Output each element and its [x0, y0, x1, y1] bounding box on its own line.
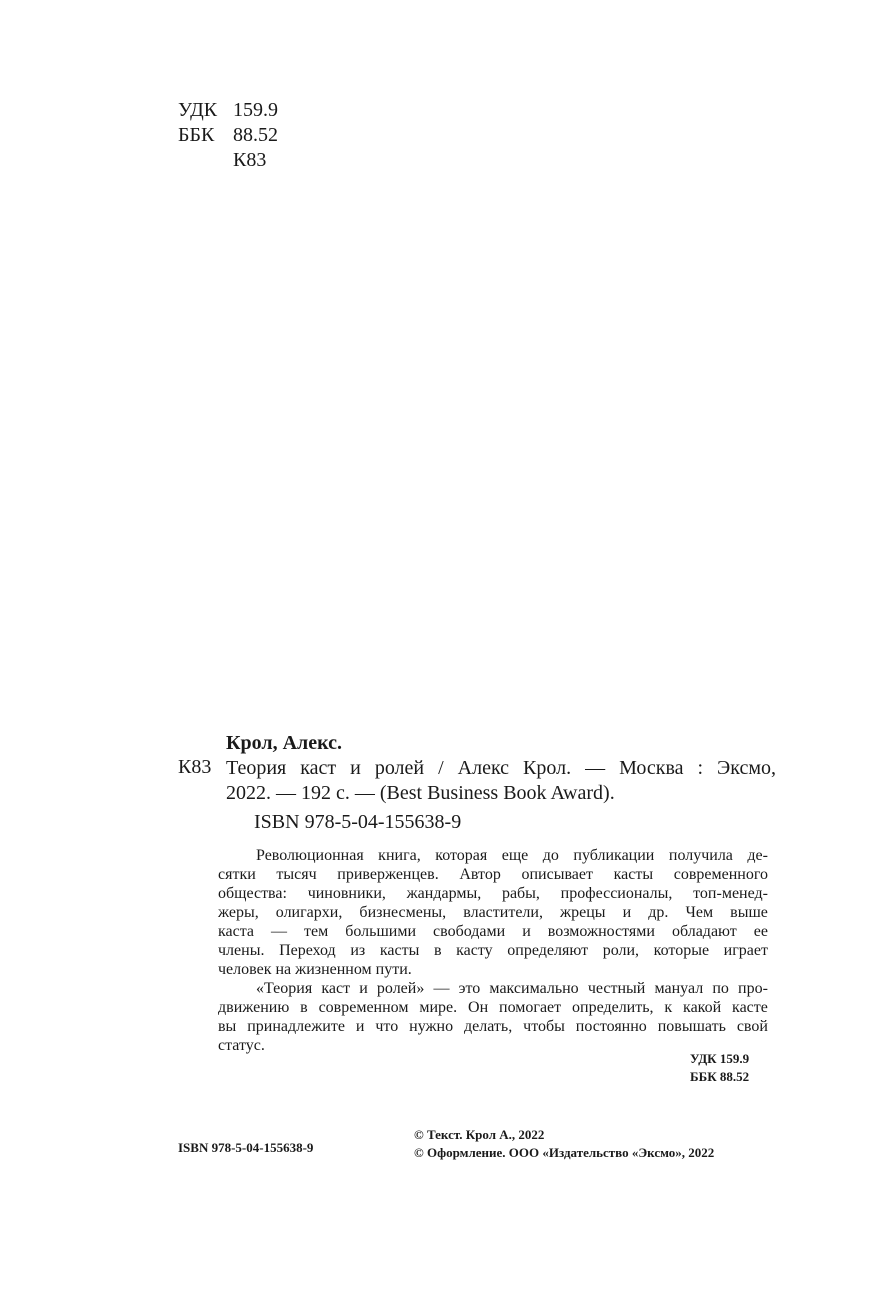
- annotation-word: олигархи,: [275, 904, 343, 921]
- annotation-word: и: [355, 1018, 365, 1035]
- annotation-word: др.: [648, 904, 669, 921]
- annotation-line: статус.: [218, 1037, 265, 1054]
- udk-label: УДК: [178, 99, 218, 121]
- annotation-word: и: [522, 923, 531, 940]
- annotation-word: мире.: [419, 999, 458, 1016]
- copyright-block: [414, 1126, 714, 1162]
- annotation-word: про-: [738, 980, 768, 997]
- annotation-word: касты: [613, 866, 654, 883]
- entry-title-line: [226, 756, 776, 781]
- annotation-word: каста: [218, 923, 255, 940]
- annotation-line: [218, 884, 768, 903]
- annotation-line: человек на жизненном пути.: [218, 961, 412, 978]
- annotation-word: это: [458, 980, 481, 997]
- annotation-word: честный: [587, 980, 646, 997]
- annotation-word: которая: [435, 847, 488, 864]
- classification-codes-top: [178, 98, 278, 173]
- annotation-word: помогает: [499, 999, 562, 1016]
- bibliographic-entry: [226, 756, 776, 806]
- annotation-word: принадлежите: [247, 1018, 345, 1035]
- annotation-word: жандармы,: [406, 885, 482, 902]
- annotation-word: рабы,: [501, 885, 540, 902]
- bbk-value: 88.52: [233, 124, 278, 146]
- annotation-word: выше: [730, 904, 768, 921]
- annotation-word: повышать: [657, 1018, 726, 1035]
- annotation-word: Он: [468, 999, 489, 1016]
- annotation-word: «Теория: [256, 980, 313, 997]
- copyright-text: © Текст. Крол А., 2022: [414, 1127, 545, 1142]
- isbn-entry: ISBN 978-5-04-155638-9: [254, 811, 462, 833]
- annotation-word: до: [542, 847, 559, 864]
- annotation-word: члены.: [218, 942, 265, 959]
- annotation-word: —: [433, 980, 450, 997]
- annotation-word: касте: [732, 999, 768, 1016]
- annotation-line: [218, 846, 768, 865]
- cutter-code: К83: [233, 149, 267, 171]
- bbk-label: ББК: [178, 124, 215, 146]
- annotation-line: [218, 941, 768, 960]
- annotation-word: тысяч: [276, 866, 317, 883]
- entry-title-word: Крол.: [523, 757, 572, 779]
- annotation-word: определяют: [507, 942, 589, 959]
- annotation-word: топ-менед-: [693, 885, 768, 902]
- annotation-word: какой: [683, 999, 722, 1016]
- annotation: [218, 846, 768, 1055]
- annotation-word: в: [433, 942, 442, 959]
- annotation-word: бизнесмены,: [359, 904, 447, 921]
- annotation-word: ролей»: [376, 980, 425, 997]
- annotation-word: играет: [723, 942, 768, 959]
- annotation-word: современном: [318, 999, 409, 1016]
- entry-cutter-code: К83: [178, 756, 212, 778]
- annotation-word: де-: [747, 847, 768, 864]
- annotation-word: возможностями: [547, 923, 655, 940]
- annotation-line: [218, 979, 768, 998]
- entry-title-word: Алекс: [457, 757, 510, 779]
- annotation-word: движению: [218, 999, 290, 1016]
- annotation-word: и: [622, 904, 632, 921]
- bbk-row: [178, 123, 278, 148]
- isbn-bottom: ISBN 978-5-04-155638-9: [178, 1140, 314, 1155]
- entry-title-word: :: [697, 757, 704, 779]
- annotation-line: [218, 998, 768, 1017]
- annotation-word: сятки: [218, 866, 256, 883]
- annotation-word: жеры,: [218, 904, 259, 921]
- annotation-word: свой: [736, 1018, 768, 1035]
- annotation-word: властители,: [463, 904, 543, 921]
- annotation-word: Революционная: [256, 847, 364, 864]
- annotation-word: каст: [321, 980, 351, 997]
- author-name: Крол, Алекс.: [226, 732, 343, 754]
- annotation-word: делать,: [464, 1018, 513, 1035]
- annotation-word: постоянно: [575, 1018, 647, 1035]
- entry-title-word: каст: [300, 757, 337, 779]
- entry-title-word: Москва: [619, 757, 684, 779]
- annotation-word: роли,: [602, 942, 640, 959]
- copyright-design: © Оформление. ООО «Издательство «Эксмо», 2022: [414, 1145, 715, 1160]
- cutter-row: [178, 148, 278, 173]
- annotation-word: мануал: [654, 980, 704, 997]
- annotation-line: [218, 1017, 768, 1036]
- classification-codes-bottom: [690, 1050, 749, 1086]
- entry-imprint-line: 2022. — 192 с. — (Best Business Book Award).: [226, 782, 615, 804]
- annotation-word: что: [375, 1018, 399, 1035]
- annotation-word: профессионалы,: [560, 885, 673, 902]
- annotation-word: Переход: [279, 942, 336, 959]
- annotation-word: приверженцев.: [337, 866, 439, 883]
- udk-row: [178, 98, 278, 123]
- annotation-line: [218, 903, 768, 922]
- entry-title-word: ролей: [374, 757, 425, 779]
- annotation-word: касты: [379, 942, 420, 959]
- annotation-word: обладают: [671, 923, 737, 940]
- annotation-word: книга,: [378, 847, 421, 864]
- annotation-word: и: [359, 980, 368, 997]
- annotation-word: публикации: [573, 847, 655, 864]
- annotation-word: по: [712, 980, 729, 997]
- annotation-word: получила: [668, 847, 733, 864]
- annotation-word: тем: [304, 923, 329, 940]
- annotation-word: ее: [753, 923, 768, 940]
- annotation-word: Автор: [459, 866, 501, 883]
- annotation-word: максимально: [489, 980, 579, 997]
- annotation-line: [218, 922, 768, 941]
- annotation-word: Чем: [685, 904, 714, 921]
- udk-value: 159.9: [233, 99, 278, 121]
- annotation-word: чиновники,: [307, 885, 386, 902]
- annotation-word: чтобы: [523, 1018, 565, 1035]
- entry-title-word: Эксмо,: [717, 757, 776, 779]
- annotation-line: [218, 865, 768, 884]
- udk-code-bottom: УДК 159.9: [690, 1051, 750, 1066]
- entry-title-word: и: [350, 757, 361, 779]
- entry-title-word: Теория: [226, 757, 287, 779]
- annotation-word: определить,: [572, 999, 654, 1016]
- annotation-word: общества:: [218, 885, 287, 902]
- annotation-word: к: [664, 999, 673, 1016]
- annotation-word: свободами: [433, 923, 506, 940]
- annotation-word: жрецы: [560, 904, 606, 921]
- annotation-word: —: [271, 923, 288, 940]
- annotation-word: в: [300, 999, 308, 1016]
- entry-title-word: /: [438, 757, 444, 779]
- annotation-word: вы: [218, 1018, 237, 1035]
- annotation-word: еще: [501, 847, 529, 864]
- annotation-word: касту: [456, 942, 493, 959]
- entry-title-word: —: [585, 757, 606, 779]
- annotation-word: которые: [653, 942, 710, 959]
- annotation-word: большими: [345, 923, 417, 940]
- bbk-code-bottom: ББК 88.52: [690, 1069, 750, 1084]
- annotation-word: нужно: [409, 1018, 454, 1035]
- annotation-word: описывает: [521, 866, 593, 883]
- annotation-word: современного: [673, 866, 768, 883]
- annotation-word: из: [350, 942, 366, 959]
